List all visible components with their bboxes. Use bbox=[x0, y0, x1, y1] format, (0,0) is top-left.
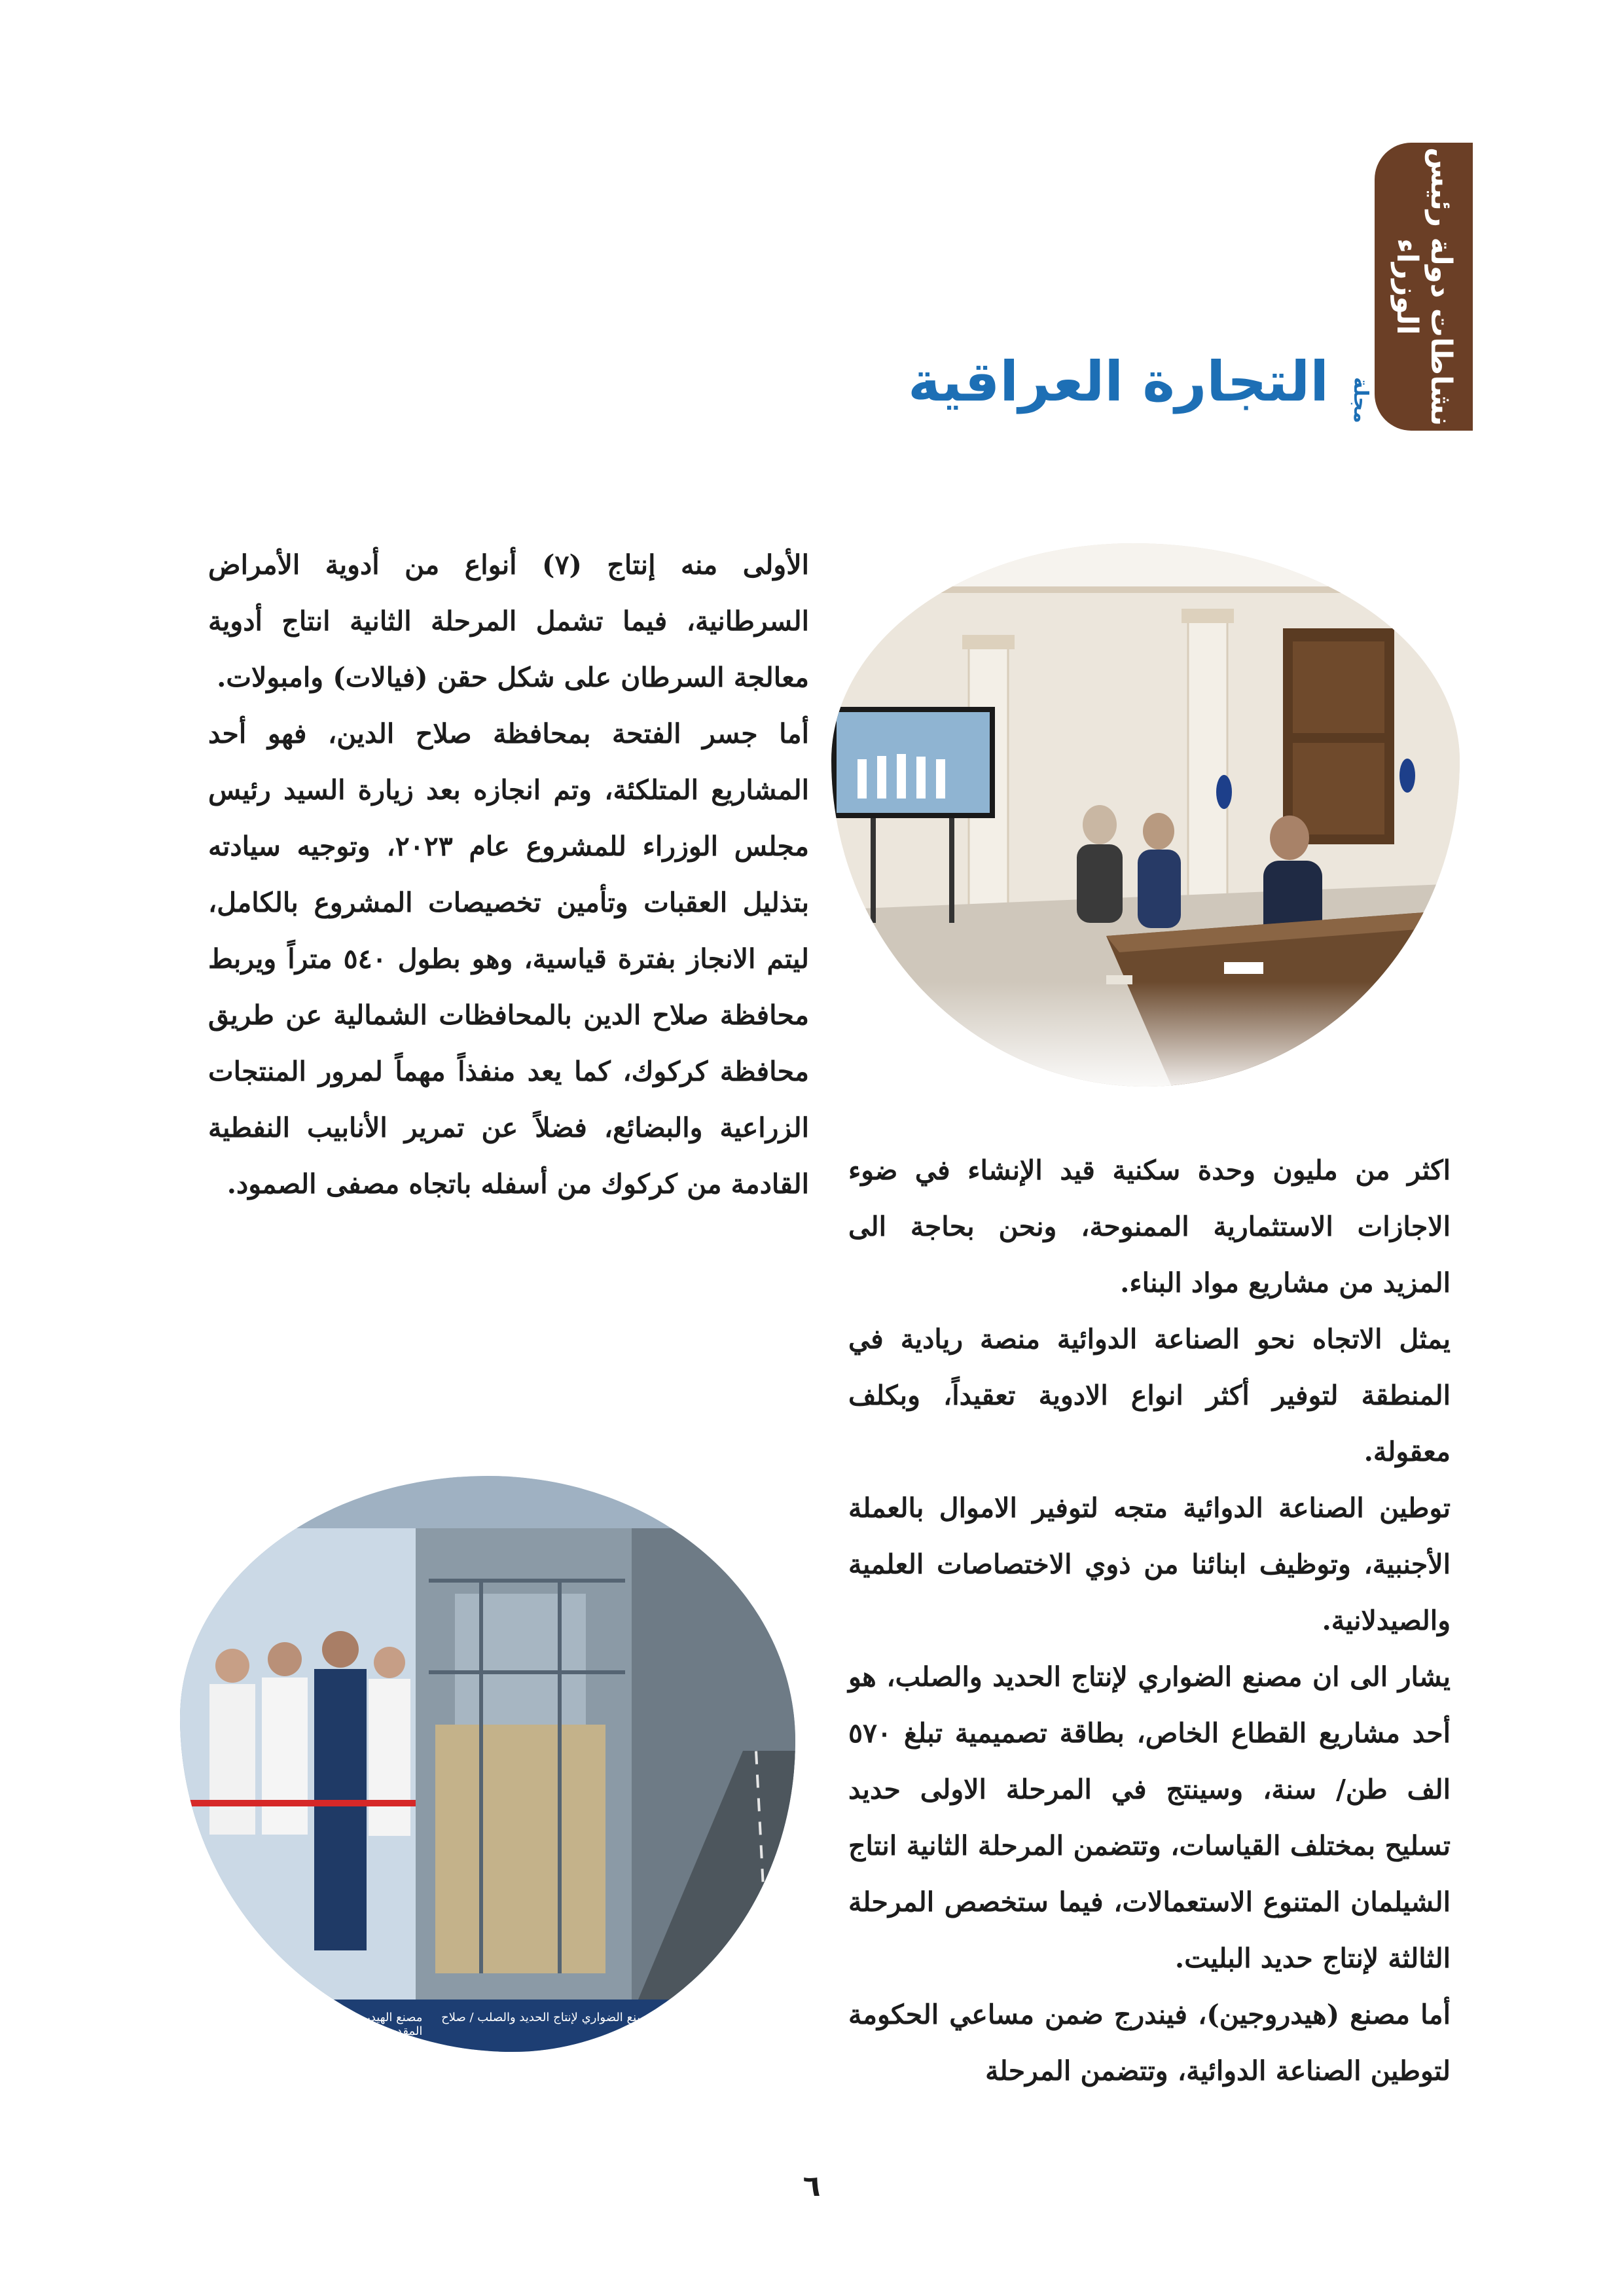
magazine-logo bbox=[908, 347, 1375, 432]
paragraph: يشار الى ان مصنع الضواري لإنتاج الحديد والصلب، هو أحد مشاريع القطاع الخاص، بطاقة تصميمية تبلغ ٥٧٠ الف طن/ سنة، وسينتج في المرحلة الاولى حديد تسليح بمختلف القياسات، وتتضمن المرحلة الثانية انتاج الشيلمان المتنوع الاستعمالات، فيما ستخصص المرحلة الثالثة لإنتاج حديد البليت. bbox=[848, 1661, 1451, 1974]
opening-ceremony-photo bbox=[180, 1476, 795, 2052]
magazine-label: مجلة bbox=[1349, 377, 1372, 423]
article-column-left bbox=[208, 537, 809, 1212]
paragraph: الأولى منه إنتاج (٧) أنواع من أدوية الأمراض السرطانية، فيما تشمل المرحلة الثانية انتاج أدوية معالجة السرطان على شكل حقن (فيالات) وامبولات. bbox=[208, 549, 809, 693]
screen-caption: مصنع الضواري لإنتاج الحديد والصلب / صلاح الدين bbox=[441, 2011, 653, 2038]
page-number: ٦ bbox=[803, 2170, 821, 2203]
screen-caption: مصنع الهيدروجين لأدوية السرطانية / كربلاء المقدسة bbox=[215, 2011, 423, 2038]
article-column-right bbox=[848, 1142, 1451, 2099]
meeting-room-photo bbox=[831, 543, 1460, 1086]
paragraph: أما مصنع (هيدروجين)، فيندرج ضمن مساعي الحكومة لتوطين الصناعة الدوائية، وتتضمن المرحلة bbox=[848, 1999, 1451, 2087]
opening-ceremony-illustration bbox=[180, 1476, 795, 2052]
screen-caption-bar bbox=[180, 2001, 795, 2047]
paragraph: يمثل الاتجاه نحو الصناعة الدوائية منصة ريادية في المنطقة لتوفير أكثر انواع الادوية تعقيداً، وبكلف معقولة. bbox=[848, 1323, 1451, 1467]
section-tab-title bbox=[1390, 147, 1458, 426]
section-tab bbox=[1375, 143, 1473, 431]
paragraph: أما جسر الفتحة بمحافظة صلاح الدين، فهو أحد المشاريع المتلكئة، وتم انجازه بعد زيارة السيد رئيس مجلس الوزراء للمشروع عام ٢٠٢٣، وتوجيه سيادته بتذليل العقبات وتأمين تخصيصات المشروع بالكامل، ليتم الانجاز بفترة قياسية، وهو بطول ٥٤٠ متراً ويربط محافظة صلاح الدين بالمحافظات الشمالية عن طريق محافظة كركوك، كما يعد منفذاً مهماً لمرور المنتجات الزراعية والبضائع، فضلاً عن تمرير الأنابيب النفطية القادمة من كركوك من أسفله باتجاه مصفى الصمود. bbox=[208, 718, 809, 1200]
section-title-line-1: نشاطات دولة رئيس bbox=[1424, 147, 1458, 426]
paragraph: اكثر من مليون وحدة سكنية قيد الإنشاء في ضوء الاجازات الاستثمارية الممنوحة، ونحن بحاجة الى المزيد من مشاريع مواد البناء. bbox=[848, 1155, 1451, 1299]
screen-caption: افتتاح الكونكريتي / صلاح الدين bbox=[676, 2011, 795, 2038]
section-title-line-2: الوزراء bbox=[1390, 238, 1424, 335]
paragraph: توطين الصناعة الدوائية متجه لتوفير الاموال بالعملة الأجنبية، وتوظيف ابنائنا من ذوي الاختصاصات العلمية والصيدلانية. bbox=[848, 1492, 1451, 1636]
photo-fade bbox=[831, 982, 1460, 1086]
magazine-name: التجارة العراقية bbox=[908, 350, 1329, 414]
